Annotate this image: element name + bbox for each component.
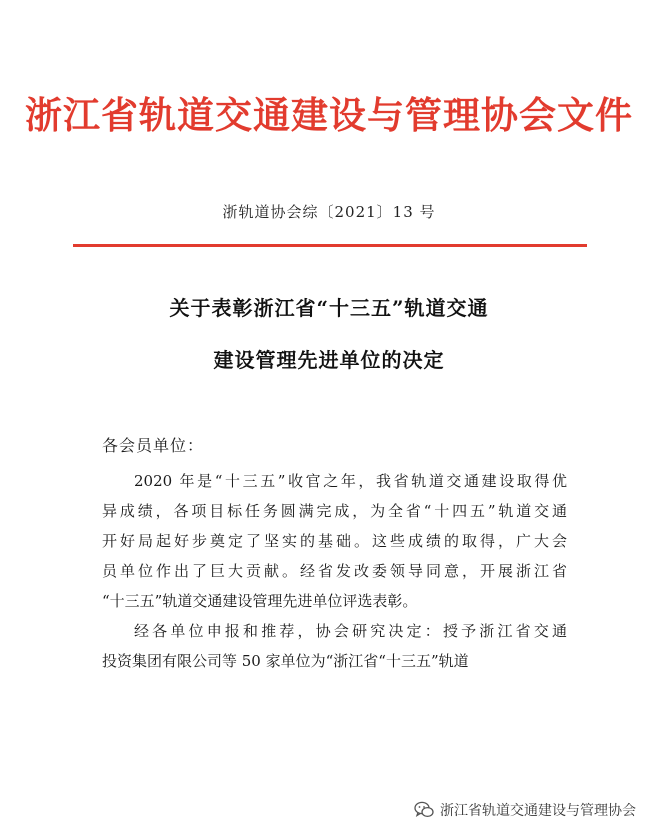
paragraph-1-line: 2020 年是“十三五”收官之年，我省轨道交通建设取得优 bbox=[134, 472, 567, 490]
watermark bbox=[414, 800, 636, 820]
paragraph-2-line: 投资集团有限公司等 50 家单位为“浙江省“十三五”轨道 bbox=[102, 652, 469, 670]
watermark-text: 浙江省轨道交通建设与管理协会 bbox=[440, 803, 636, 819]
body-text bbox=[102, 466, 567, 676]
salutation: 各会员单位： bbox=[102, 436, 205, 455]
document-title bbox=[0, 293, 658, 397]
document-number: 浙轨道协会综〔2021〕13 号 bbox=[222, 203, 436, 221]
red-divider bbox=[73, 244, 587, 247]
org-header-title: 浙江省轨道交通建设与管理协会文件 bbox=[25, 93, 633, 137]
paragraph-1-line: “十三五”轨道交通建设管理先进单位评选表彰。 bbox=[102, 592, 418, 610]
paragraph-1-line: 开好局起好步奠定了坚实的基础。这些成绩的取得，广大会 bbox=[102, 532, 567, 550]
wechat-icon bbox=[414, 801, 434, 819]
title-line-2: 建设管理先进单位的决定 bbox=[213, 348, 445, 372]
paragraph-1-line: 员单位作出了巨大贡献。经省发改委领导同意，开展浙江省 bbox=[102, 562, 567, 580]
paragraph-1-line: 异成绩，各项目标任务圆满完成，为全省“十四五”轨道交通 bbox=[102, 502, 567, 520]
title-line-1: 关于表彰浙江省“十三五”轨道交通 bbox=[169, 296, 489, 320]
paragraph-2-line: 经各单位申报和推荐，协会研究决定：授予浙江省交通 bbox=[134, 622, 567, 640]
